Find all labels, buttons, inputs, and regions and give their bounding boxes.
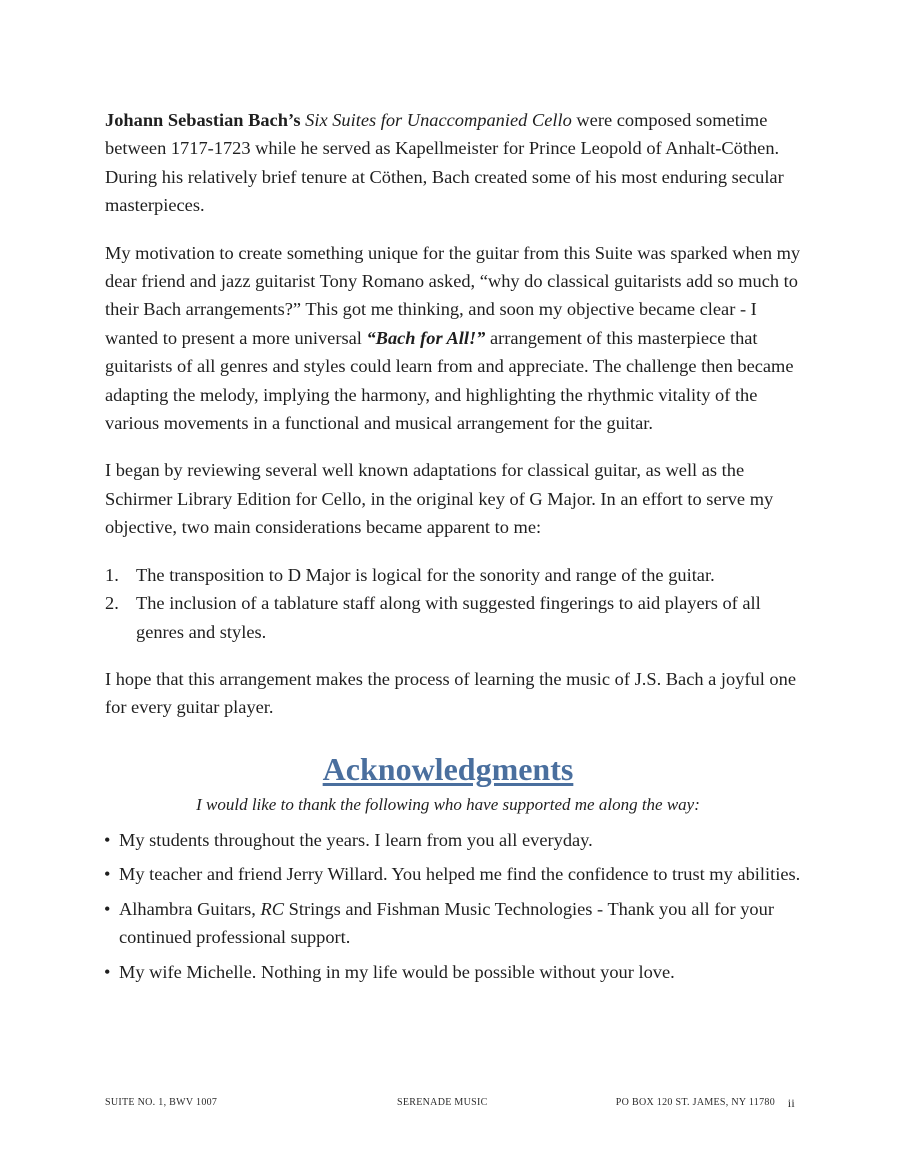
list-item-number: 2. [105,593,119,614]
bullet-icon: • [104,961,111,982]
footer-address: PO BOX 120 ST. JAMES, NY 11780 [615,1097,775,1108]
list-item-text: My students throughout the years. I learn from you all everyday. [119,830,593,850]
work-title: Six Suites for Unaccompanied Cello [305,110,572,130]
footer-publisher: SERENADE MUSIC [397,1097,488,1108]
list-item [105,561,805,589]
acknowledgments-list [104,826,804,992]
footer-suite: SUITE NO. 1, BWV 1007 [105,1097,218,1108]
list-item-text-after: Strings and Fishman Music Technologies - Thank you all for your continued professional support. [119,898,774,948]
page-footer [105,1097,795,1113]
considerations-list [105,561,805,646]
list-item-text: My wife Michelle. Nothing in my life would be possible without your love. [119,961,675,982]
composer-name: Johann Sebastian Bach’s [105,110,301,130]
bullet-icon: • [104,898,111,919]
bach-for-all-emphasis: “Bach for All!” [366,327,486,348]
list-item [105,589,805,646]
list-item [104,958,804,986]
list-item-number: 1. [105,564,119,585]
acknowledgments-heading: Acknowledgments [322,751,574,787]
list-item-text: The inclusion of a tablature staff along with suggested fingerings to aid players of all genres and styles. [136,593,761,642]
acknowledgments-subtitle: I would like to thank the following who have supported me along the way: [196,795,700,814]
bullet-icon: • [104,864,111,885]
list-item-text: My teacher and friend Jerry Willard. You helped me find the confidence to trust my abilities. [119,864,801,885]
review-paragraph: I began by reviewing several well known adaptations for classical guitar, as well as the Schirmer Library Edition for Cello, in the original key of G Major. In an effort to serve my objective, two main considerations became apparent to me: [105,460,774,538]
motivation-text-after: arrangement of this masterpiece that guitarists of all genres and styles could learn from and appreciate. The challenge then became adapting the melody, implying the harmony, and highlighting the rhythmic vitality of the various movements in a functional and musical arrangement for the guitar. [105,327,794,434]
motivation-text-before: My motivation to create something unique for the guitar from this Suite was sparked when my dear friend and jazz guitarist Tony Romano asked, “why do classical guitarists add so much to their Bach arrangements?” This got me thinking, and soon my objective became clear - I wanted to present a more universal [105,242,801,348]
page-number: ii [787,1096,795,1110]
rc-brand: RC [260,898,284,919]
list-item-text-before: Alhambra Guitars, [119,898,256,919]
list-item-text: The transposition to D Major is logical for the sonority and range of the guitar. [136,564,715,585]
bullet-icon: • [104,830,111,850]
list-item [104,826,804,854]
body-text [105,106,805,741]
motivation-paragraph [105,239,805,438]
list-item [104,895,804,952]
intro-text: were composed sometime between 1717-1723 while he served as Kapellmeister for Prince Leopold of Anhalt-Cöthen. During his relatively brief tenure at Cöthen, Bach created some of his most enduring secular masterpieces. [105,110,784,216]
hope-paragraph: I hope that this arrangement makes the process of learning the music of J.S. Bach a joyful one for every guitar player. [105,668,796,718]
list-item [104,860,804,888]
intro-paragraph [105,106,805,220]
